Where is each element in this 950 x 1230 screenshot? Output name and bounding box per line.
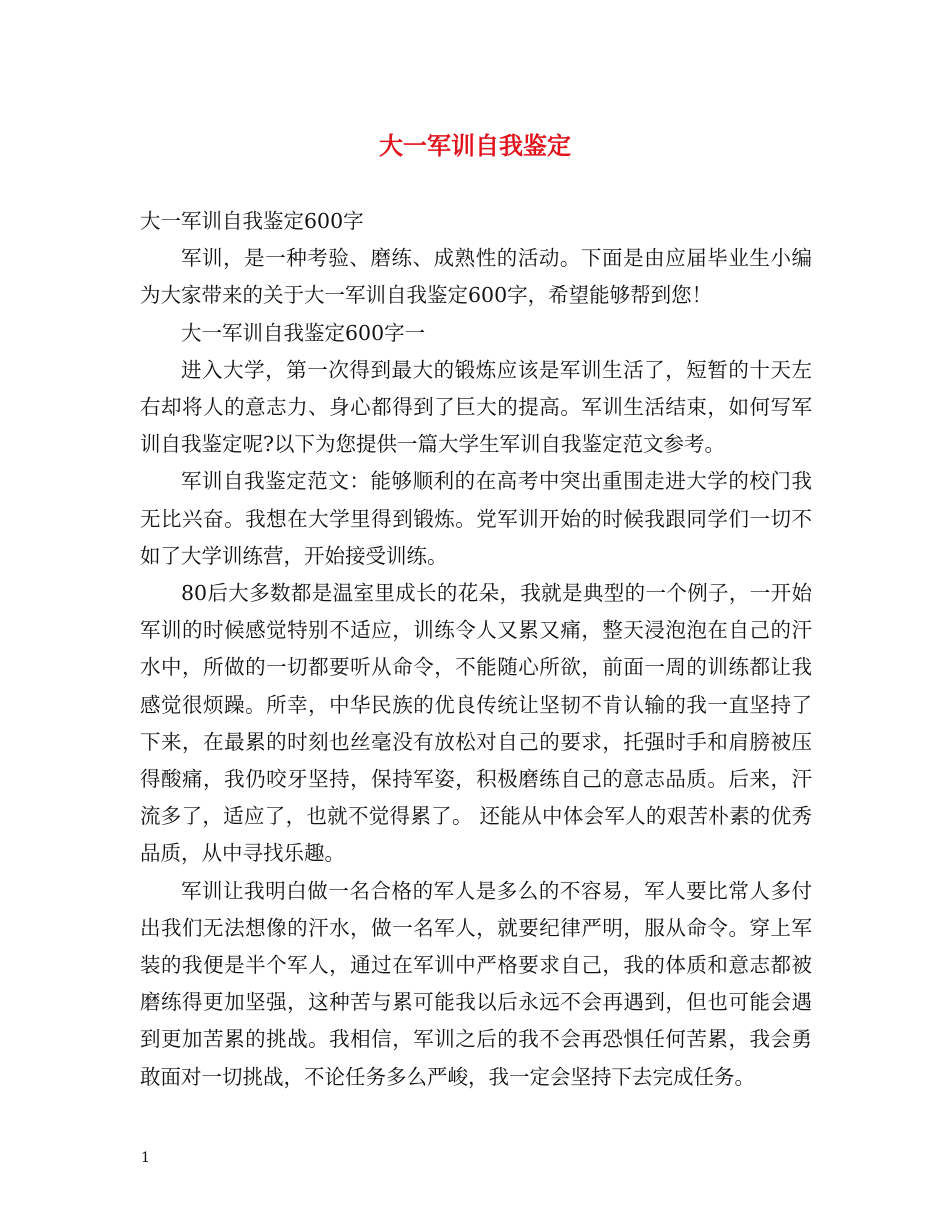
page-number: 1 <box>141 1150 150 1166</box>
paragraph-intro: 军训，是一种考验、磨练、成熟性的活动。下面是由应届毕业生小编为大家带来的关于大一军训自我鉴定600字，希望能够帮到您！ <box>140 246 812 308</box>
paragraph-heading: 大一军训自我鉴定600字 <box>140 209 364 233</box>
document-body <box>140 203 812 1096</box>
paragraph-subtitle: 大一军训自我鉴定600字一 <box>181 320 426 345</box>
paragraph-body: 80后大多数都是温室里成长的花朵，我就是典型的一个例子，一开始军训的时候感觉特别不适应，训练令人又累又痛，整天浸泡泡在自己的汗水中，所做的一切都要听从命令，不能随心所欲，前面一周的训练都让我感觉很烦躁。所幸，中华民族的优良传统让坚韧不肯认输的我一直坚持了下来，在最累的时刻也丝毫没有放松对自己的要求，托强时手和肩膀被压得酸痛，我仍咬牙坚持，保持军姿，积极磨练自己的意志品质。后来，汗流多了，适应了，也就不觉得累了。 还能从中体会军人的艰苦朴素的优秀品质，从中寻找乐趣。 <box>140 581 812 866</box>
paragraph-body: 军训让我明白做一名合格的军人是多么的不容易，军人要比常人多付出我们无法想像的汗水，做一名军人，就要纪律严明，服从命令。穿上军装的我便是半个军人，通过在军训中严格要求自己，我的体质和意志都被磨练得更加坚强，这种苦与累可能我以后永远不会再遇到，但也可能会遇到更加苦累的挑战。我相信，军训之后的我不会再恐惧任何苦累，我会勇敢面对一切挑战，不论任务多么严峻，我一定会坚持下去完成任务。 <box>140 878 812 1089</box>
paragraph-body: 军训自我鉴定范文：能够顺利的在高考中突出重围走进大学的校门我无比兴奋。我想在大学里得到锻炼。党军训开始的时候我跟同学们一切不如了大学训练营，开始接受训练。 <box>140 469 812 568</box>
paragraph-body: 进入大学，第一次得到最大的锻炼应该是军训生活了，短暂的十天左右却将人的意志力、身心都得到了巨大的提高。军训生活结束，如何写军训自我鉴定呢?以下为您提供一篇大学生军训自我鉴定范文参考。 <box>140 357 812 457</box>
document-title: 大一军训自我鉴定 <box>379 131 571 160</box>
